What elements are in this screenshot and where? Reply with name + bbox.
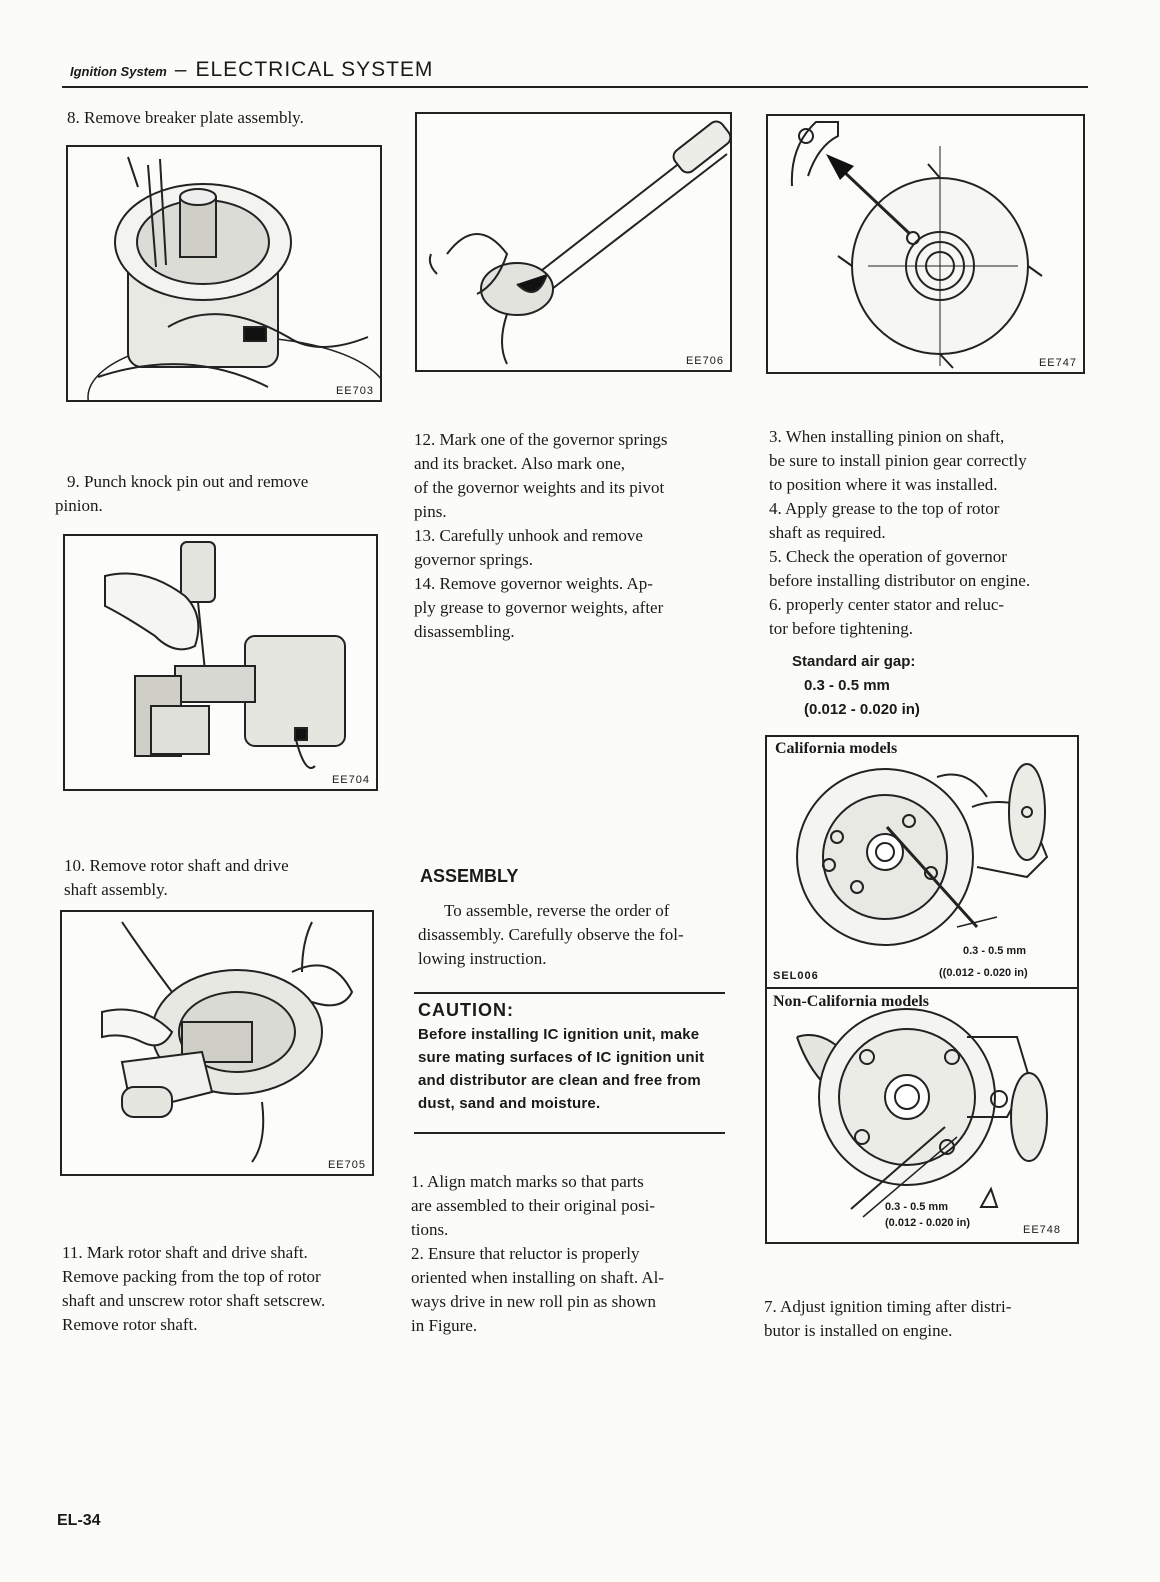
step-9 <box>55 470 309 518</box>
step-7-line-2: butor is installed on engine. <box>764 1321 953 1340</box>
step-line: in Figure. <box>411 1316 478 1335</box>
caution-line: and distributor are clean and free from <box>418 1072 701 1089</box>
step-7 <box>764 1295 1084 1343</box>
section-title: Ignition System <box>70 64 167 79</box>
distributor-breaker-plate-illustration <box>68 147 380 400</box>
step-line: before installing distributor on engine. <box>769 571 1031 590</box>
step-7-line-1: 7. Adjust ignition timing after distri- <box>764 1297 1012 1316</box>
step-line: ways drive in new roll pin as shown <box>411 1292 657 1311</box>
step-line: 6. properly center stator and reluc- <box>769 595 1005 614</box>
section-separator: – <box>174 58 188 81</box>
governor-spring-marking-illustration <box>417 114 730 370</box>
assembly-heading: ASSEMBLY <box>420 866 519 886</box>
california-label: California models <box>775 740 898 757</box>
assembly-intro <box>418 899 730 971</box>
caution-box <box>414 992 725 1134</box>
step-line: 2. Ensure that reluctor is properly <box>411 1244 640 1263</box>
step-8: 8. Remove breaker plate assembly. <box>67 108 304 127</box>
figure-code: EE705 <box>327 1159 366 1171</box>
step-10 <box>64 854 289 902</box>
california-gap-in: ((0.012 - 0.020 in) <box>939 967 1028 979</box>
step-11-line: 11. Mark rotor shaft and drive shaft. <box>62 1243 308 1262</box>
assembly-line: To assemble, reverse the order of <box>444 901 670 920</box>
steps-1-2 <box>411 1170 729 1338</box>
step-11 <box>62 1241 325 1337</box>
pinion-mark-arrow-illustration <box>768 116 1083 372</box>
air-gap-in: (0.012 - 0.020 in) <box>804 701 920 718</box>
caution-title: CAUTION: <box>418 1000 514 1020</box>
air-gap-label: Standard air gap: <box>792 653 916 670</box>
caution-line: dust, sand and moisture. <box>418 1095 601 1112</box>
caution-line: sure mating surfaces of IC ignition unit <box>418 1049 705 1066</box>
step-line: tor before tightening. <box>769 619 913 638</box>
figure-ee706 <box>415 112 732 372</box>
air-gap-spec <box>792 650 920 722</box>
step-line: shaft as required. <box>769 523 886 542</box>
step-line: and its bracket. Also mark one, <box>414 454 626 473</box>
panel-divider <box>767 987 1077 989</box>
california-gap-mm: 0.3 - 0.5 mm <box>963 945 1026 957</box>
step-line: tions. <box>411 1220 449 1239</box>
rotor-shaft-removal-illustration <box>62 912 372 1174</box>
step-line: 5. Check the operation of governor <box>769 547 1007 566</box>
step-9-line-1: 9. Punch knock pin out and remove <box>67 472 309 491</box>
step-line: be sure to install pinion gear correctly <box>769 451 1027 470</box>
knock-pin-punch-illustration <box>65 536 376 789</box>
step-11-line: shaft and unscrew rotor shaft setscrew. <box>62 1291 326 1310</box>
figure-ee704 <box>63 534 378 791</box>
caution-text <box>418 1023 725 1115</box>
step-line: 12. Mark one of the governor springs <box>414 430 668 449</box>
step-line: disassembling. <box>414 622 515 641</box>
figure-ee705 <box>60 910 374 1176</box>
step-line: are assembled to their original posi- <box>411 1196 656 1215</box>
header-rule <box>62 86 1088 88</box>
step-line: oriented when installing on shaft. Al- <box>411 1268 665 1287</box>
figure-code: EE706 <box>685 355 724 367</box>
step-line: 3. When installing pinion on shaft, <box>769 427 1005 446</box>
figure-code: EE703 <box>335 385 374 397</box>
assembly-line: lowing instruction. <box>418 949 547 968</box>
air-gap-mm: 0.3 - 0.5 mm <box>804 677 890 694</box>
air-gap-diagrams <box>767 737 1077 1242</box>
figure-code: EE747 <box>1038 357 1077 369</box>
step-line: 4. Apply grease to the top of rotor <box>769 499 1000 518</box>
caution-line: Before installing IC ignition unit, make <box>418 1026 700 1043</box>
figure-air-gap-models <box>765 735 1079 1244</box>
figure-ee703 <box>66 145 382 402</box>
step-line: pins. <box>414 502 447 521</box>
figure-ee747 <box>766 114 1085 374</box>
step-line: governor springs. <box>414 550 533 569</box>
step-11-line: Remove packing from the top of rotor <box>62 1267 321 1286</box>
chapter-title: ELECTRICAL SYSTEM <box>195 58 434 81</box>
california-figure-code: SEL006 <box>773 970 819 982</box>
step-line: to position where it was installed. <box>769 475 998 494</box>
page-number: EL-34 <box>57 1512 101 1529</box>
step-line: ply grease to governor weights, after <box>414 598 664 617</box>
assembly-line: disassembly. Carefully observe the fol- <box>418 925 684 944</box>
steps-12-14 <box>414 428 729 644</box>
non-california-figure-code: EE748 <box>1023 1224 1062 1236</box>
step-10-line-2: shaft assembly. <box>64 880 168 899</box>
non-california-gap-mm: 0.3 - 0.5 mm <box>885 1201 948 1213</box>
step-line: of the governor weights and its pivot <box>414 478 665 497</box>
step-11-line: Remove rotor shaft. <box>62 1315 198 1334</box>
steps-3-6 <box>769 425 1084 641</box>
step-9-line-2: pinion. <box>55 496 103 515</box>
step-line: 1. Align match marks so that parts <box>411 1172 644 1191</box>
page-header <box>70 58 1090 88</box>
figure-code: EE704 <box>331 774 370 786</box>
step-10-line-1: 10. Remove rotor shaft and drive <box>64 856 289 875</box>
non-california-label: Non-California models <box>773 993 929 1010</box>
step-line: 13. Carefully unhook and remove <box>414 526 643 545</box>
step-line: 14. Remove governor weights. Ap- <box>414 574 653 593</box>
non-california-gap-in: (0.012 - 0.020 in) <box>885 1217 970 1229</box>
